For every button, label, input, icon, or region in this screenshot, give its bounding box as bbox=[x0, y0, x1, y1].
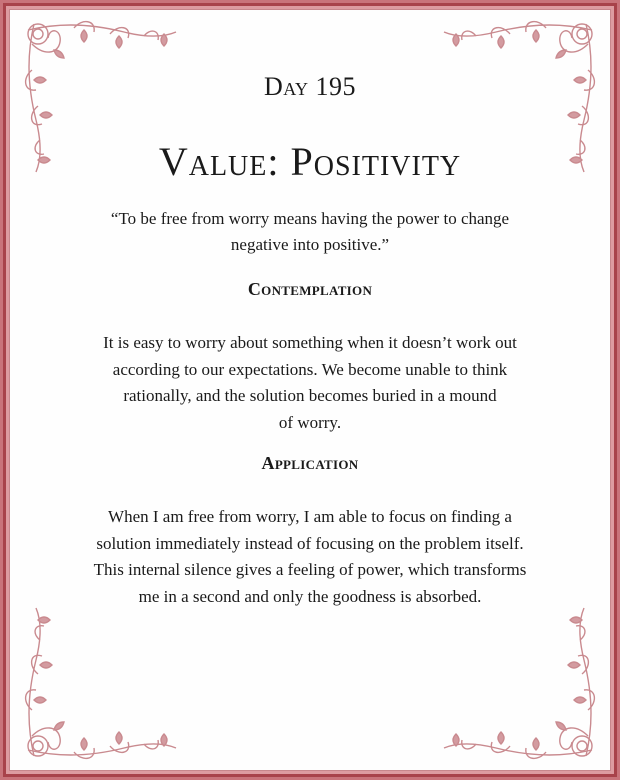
contemplation-line: It is easy to worry about something when it doesn’t work out bbox=[103, 333, 517, 352]
application-heading: Application bbox=[261, 453, 359, 473]
application-line: solution immediately instead of focusing on the problem itself. bbox=[96, 533, 524, 553]
corner-ornament-icon bbox=[436, 600, 606, 770]
contemplation-line: of worry. bbox=[278, 412, 342, 432]
application-text bbox=[50, 504, 570, 610]
application-line: When I am free from worry, I am able to focus on finding a bbox=[108, 507, 512, 526]
quote bbox=[70, 206, 550, 258]
quote-line: “To be free from worry means having the power to change bbox=[110, 209, 510, 228]
corner-ornament-icon bbox=[14, 600, 184, 770]
contemplation-line: according to our expectations. We become unable to think bbox=[112, 359, 508, 379]
quote-line: negative into positive.” bbox=[230, 235, 390, 254]
contemplation-heading: Contemplation bbox=[247, 279, 373, 299]
application-line: This internal silence gives a feeling of power, which transforms bbox=[93, 560, 527, 579]
contemplation-text bbox=[50, 330, 570, 436]
value-title: Value: Positivity bbox=[158, 139, 462, 184]
day-title: Day 195 bbox=[263, 72, 357, 101]
contemplation-line: rationally, and the solution becomes buried in a mound bbox=[123, 386, 497, 405]
application-line: me in a second and only the goodness is absorbed. bbox=[138, 586, 482, 606]
